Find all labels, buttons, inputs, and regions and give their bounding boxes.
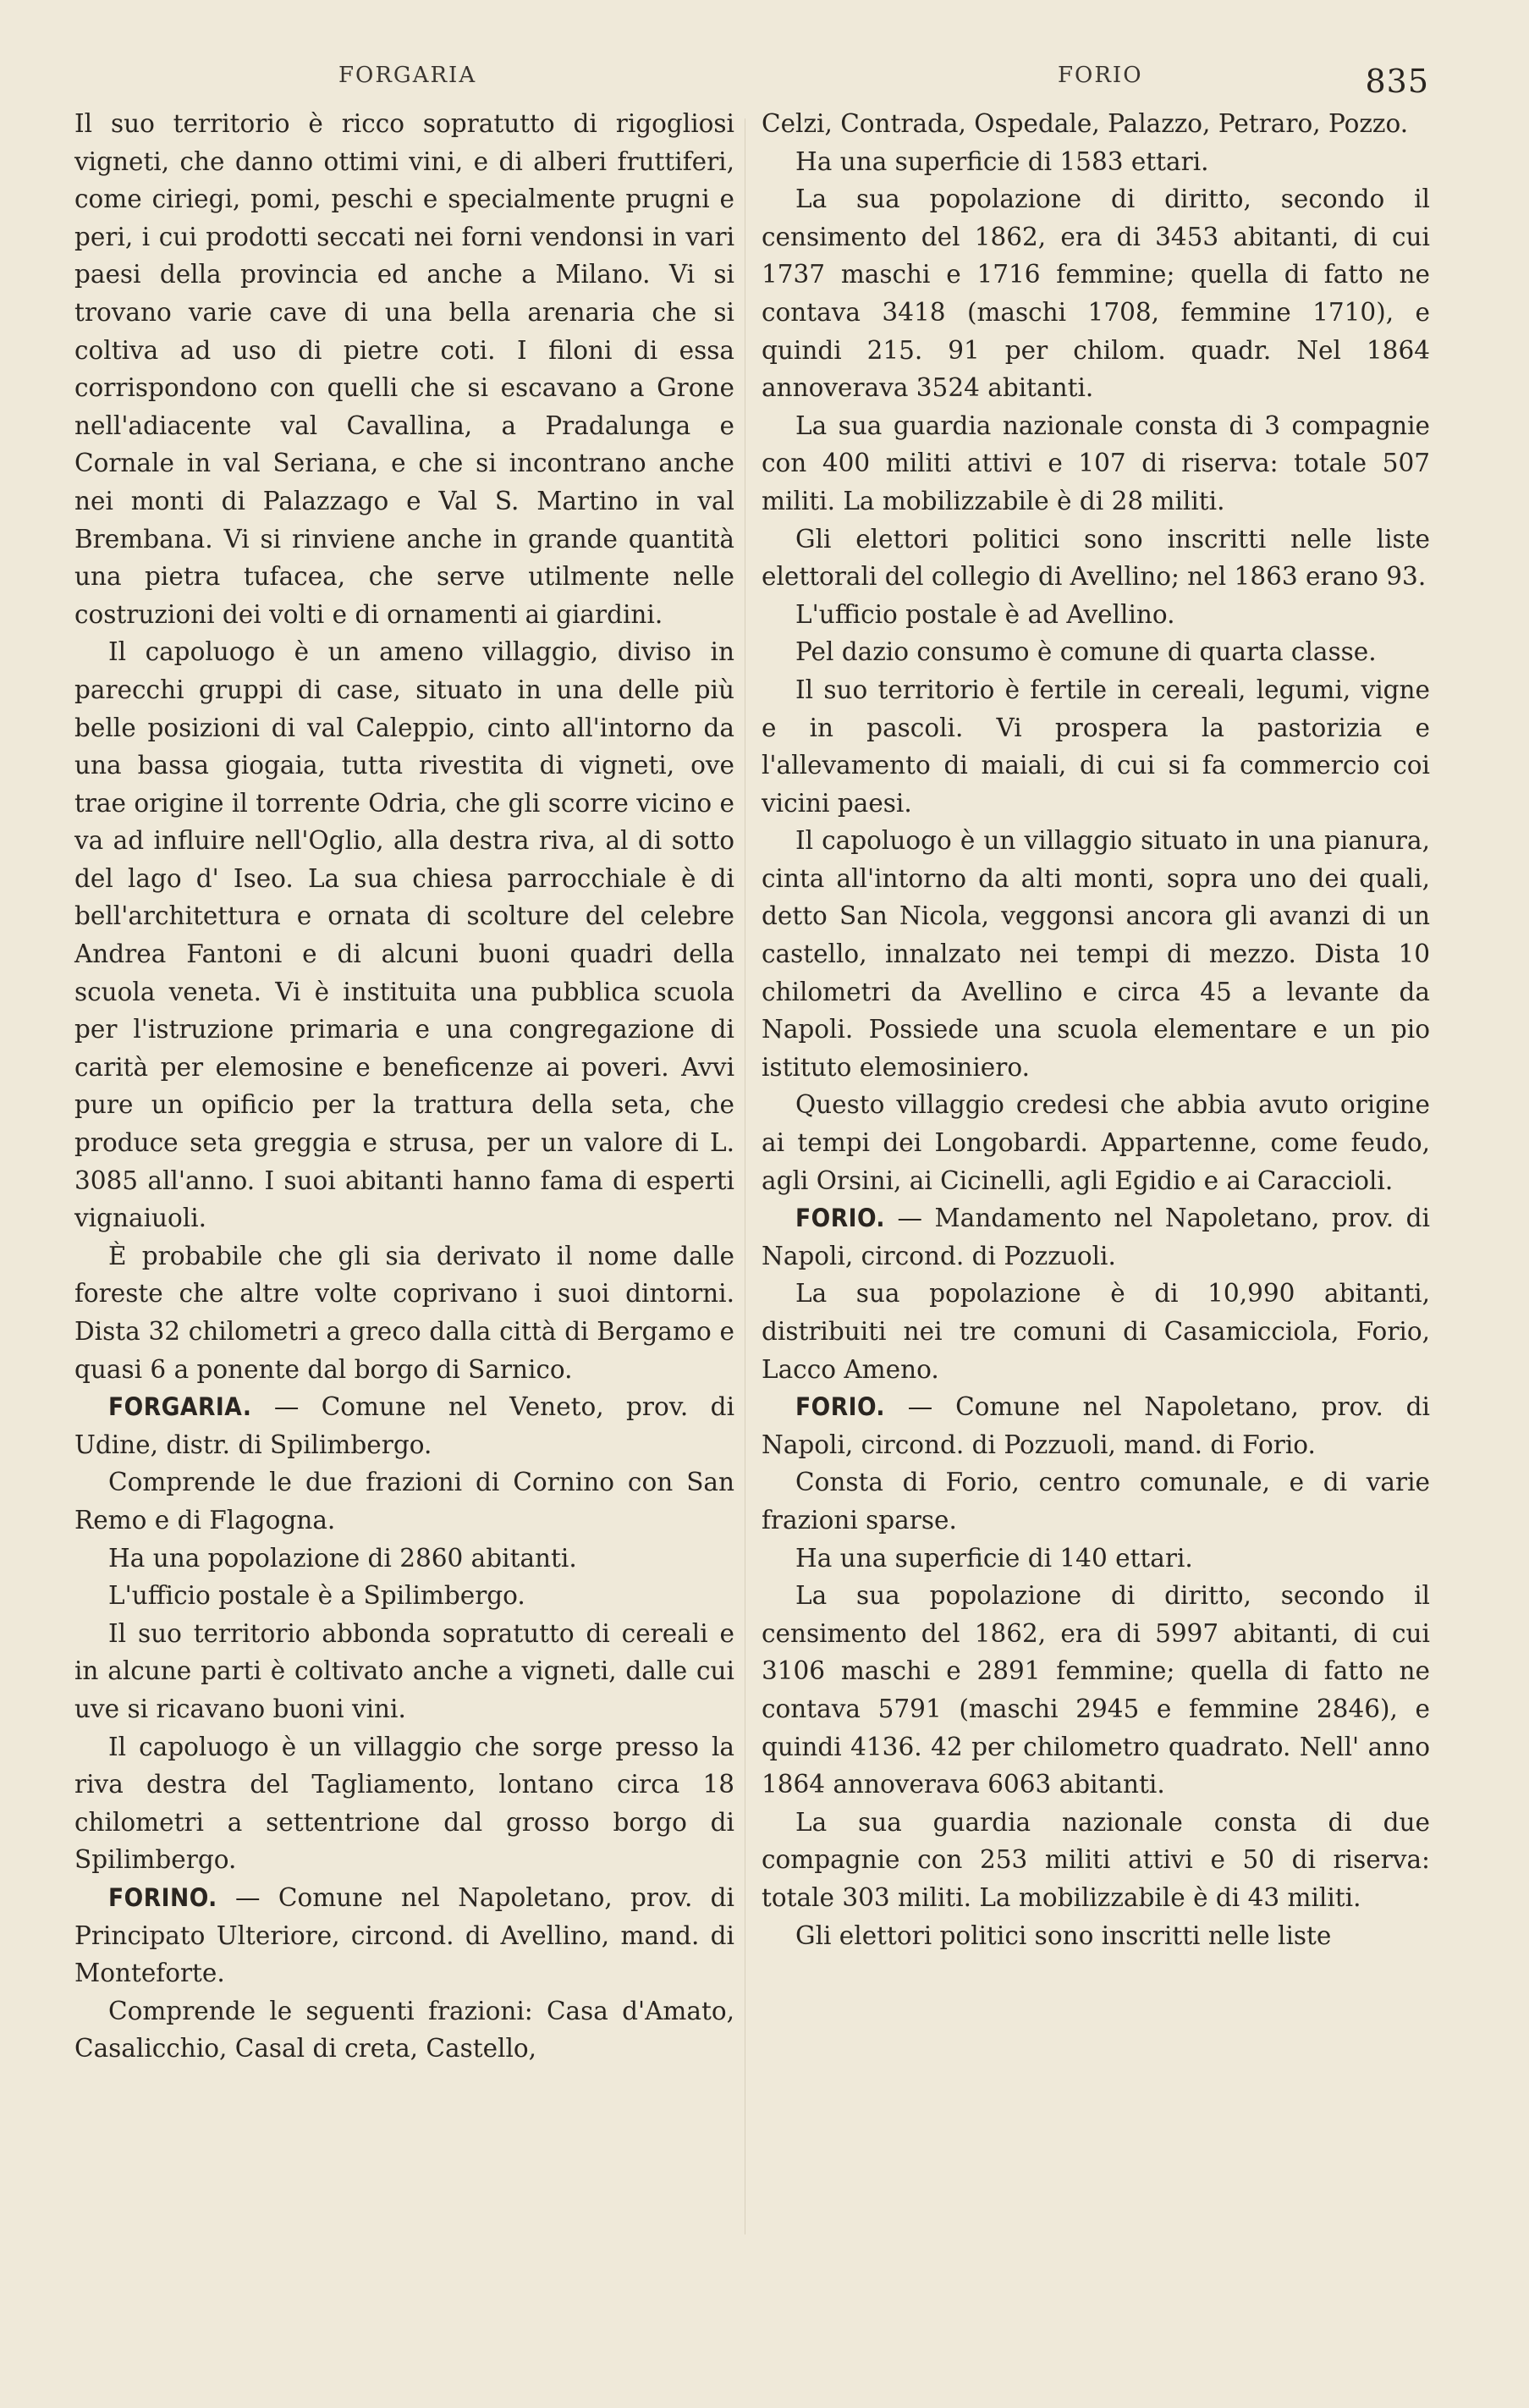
entry-intro: — Comune nel Napoletano, prov. di Napoli, circond. di Pozzuoli, mand. di Forio.: [762, 1392, 1430, 1459]
paragraph: La sua popolazione di diritto, secondo il censimento del 1862, era di 3453 abitanti, di cui 1737 maschi e 1716 femmine; quella di fatto ne contava 3418 (maschi 1708, femmine 1710), e quindi 215. 91 per chilom. quadr. Nel 1864 annoverava 3524 abitanti.: [762, 185, 1430, 403]
paragraph: L'ufficio postale è ad Avellino.: [795, 599, 1175, 629]
paragraph: Consta di Forio, centro comunale, e di varie frazioni sparse.: [762, 1468, 1430, 1535]
entry-intro: — Comune nel Napoletano, prov. di Principato Ulteriore, circond. di Avellino, mand. di Monteforte.: [74, 1882, 734, 1988]
entry-forio-mandamento: [762, 1199, 1430, 1275]
right-column: [762, 105, 1430, 1954]
paragraph: Il suo territorio è ricco sopratutto di rigogliosi vigneti, che danno ottimi vini, e di alberi fruttiferi, come ciriegi, pomi, peschi e specialmente prugni e peri, i cui prodotti seccati nei forni vendonsi in vari paesi della provincia ed anche a Milano. Vi si trovano varie cave di una bella arenaria che si coltiva ad uso di pietre coti. I filoni di essa corrispondono con quelli che si escavano a Grone nell'adiacente val Cavallina, a Pradalunga e Cornale in val Seriana, e che si incontrano anche nei monti di Palazzago e Val S. Martino in val Brembana. Vi si rinviene anche in grande quantità una pietra tufacea, che serve utilmente nelle costruzioni dei volti e di ornamenti ai giardini.: [74, 109, 734, 629]
entry-forgaria: [74, 1388, 734, 1463]
left-column: [74, 105, 734, 2068]
paragraph: È probabile che gli sia derivato il nome dalle foreste che altre volte coprivano i suoi dintorni. Dista 32 chilometri a greco dalla città di Bergamo e quasi 6 a ponente dal borgo di Sarnico.: [74, 1241, 734, 1384]
page-number: 835: [1365, 63, 1429, 100]
entry-head-forio: FORIO.: [795, 1204, 885, 1233]
paragraph: Gli elettori politici sono inscritti nelle liste: [795, 1920, 1332, 1950]
paragraph: Questo villaggio credesi che abbia avuto origine ai tempi dei Longobardi. Appartenne, come feudo, agli Orsini, ai Cicinelli, agli Egidio e ai Caraccioli.: [762, 1090, 1430, 1195]
paragraph: Pel dazio consumo è comune di quarta classe.: [795, 637, 1377, 667]
paragraph: Ha una popolazione di 2860 abitanti.: [108, 1543, 577, 1573]
paragraph: Comprende le due frazioni di Cornino con San Remo e di Flagogna.: [74, 1468, 734, 1535]
entry-head-forgaria: FORGARIA.: [108, 1392, 252, 1422]
running-head-right: FORIO: [1058, 63, 1143, 88]
entry-forino: [74, 1879, 734, 1992]
entry-intro: — Mandamento nel Napoletano, prov. di Napoli, circond. di Pozzuoli.: [762, 1204, 1430, 1270]
paragraph: Il capoluogo è un villaggio situato in una pianura, cinta all'intorno da alti monti, sopra uno dei quali, detto San Nicola, veggonsi ancora gli avanzi di un castello, innalzato nei tempi di mezzo. Dista 10 chilometri da Avellino e circa 45 a levante da Napoli. Possiede una scuola elementare e un pio istituto elemosiniero.: [762, 826, 1430, 1082]
entry-forio-comune: [762, 1388, 1430, 1463]
running-head-left: FORGARIA: [338, 63, 477, 88]
paragraph: Ha una superficie di 140 ettari.: [795, 1543, 1193, 1573]
paragraph: Il capoluogo è un villaggio che sorge presso la riva destra del Tagliamento, lontano circa 18 chilometri a settentrione dal grosso borgo di Spilimbergo.: [74, 1732, 734, 1875]
paragraph: Il suo territorio è fertile in cereali, legumi, vigne e in pascoli. Vi prospera la pastorizia e l'allevamento di maiali, di cui si fa commercio coi vicini paesi.: [762, 675, 1430, 818]
paragraph: La sua popolazione di diritto, secondo il censimento del 1862, era di 5997 abitanti, di cui 3106 maschi e 2891 femmine; quella di fatto ne contava 5791 (maschi 2945 e femmine 2846), e quindi 4136. 42 per chilometro quadrato. Nell' anno 1864 annoverava 6063 abitanti.: [762, 1581, 1430, 1799]
entry-head-forio: FORIO.: [795, 1392, 885, 1422]
paragraph: La sua guardia nazionale consta di 3 compagnie con 400 militi attivi e 107 di riserva: totale 507 militi. La mobilizzabile è di 28 militi.: [762, 411, 1430, 515]
paragraph: Comprende le seguenti frazioni: Casa d'Amato, Casalicchio, Casal di creta, Castello,: [74, 1996, 734, 2064]
paragraph: La sua popolazione è di 10,990 abitanti, distribuiti nei tre comuni di Casamicciola, Forio, Lacco Ameno.: [762, 1279, 1430, 1384]
paragraph: Il capoluogo è un ameno villaggio, diviso in parecchi gruppi di case, situato in una delle più belle posizioni di val Caleppio, cinto all'intorno da una bassa giogaia, tutta rivestita di vigneti, ove trae origine il torrente Odria, che gli scorre vicino e va ad influire nell'Oglio, alla destra riva, al di sotto del lago d' Iseo. La sua chiesa parrocchiale è di bell'architettura e ornata di scolture del celebre Andrea Fantoni e di alcuni buoni quadri della scuola veneta. Vi è instituita una pubblica scuola per l'istruzione primaria e una congregazione di carità per elemosine e beneficenze ai poveri. Avvi pure un opificio per la trattura della seta, che produce seta greggia e strusa, per un valore di L. 3085 all'anno. I suoi abitanti hanno fama di esperti vignaiuoli.: [74, 637, 734, 1233]
paragraph: Il suo territorio abbonda sopratutto di cereali e in alcune parti è coltivato anche a vigneti, dalle cui uve si ricavano buoni vini.: [74, 1618, 734, 1723]
entry-intro: — Comune nel Veneto, prov. di Udine, distr. di Spilimbergo.: [74, 1392, 734, 1459]
paragraph: La sua guardia nazionale consta di due compagnie con 253 militi attivi e 50 di riserva: totale 303 militi. La mobilizzabile è di 43 militi.: [762, 1807, 1430, 1912]
paragraph: Ha una superficie di 1583 ettari.: [795, 146, 1209, 176]
paragraph: L'ufficio postale è a Spilimbergo.: [108, 1581, 525, 1611]
paragraph: Gli elettori politici sono inscritti nelle liste elettorali del collegio di Avellino; nel 1863 erano 93.: [762, 524, 1430, 592]
paragraph: Celzi, Contrada, Ospedale, Palazzo, Petraro, Pozzo.: [762, 109, 1409, 138]
entry-head-forino: FORINO.: [108, 1882, 217, 1912]
